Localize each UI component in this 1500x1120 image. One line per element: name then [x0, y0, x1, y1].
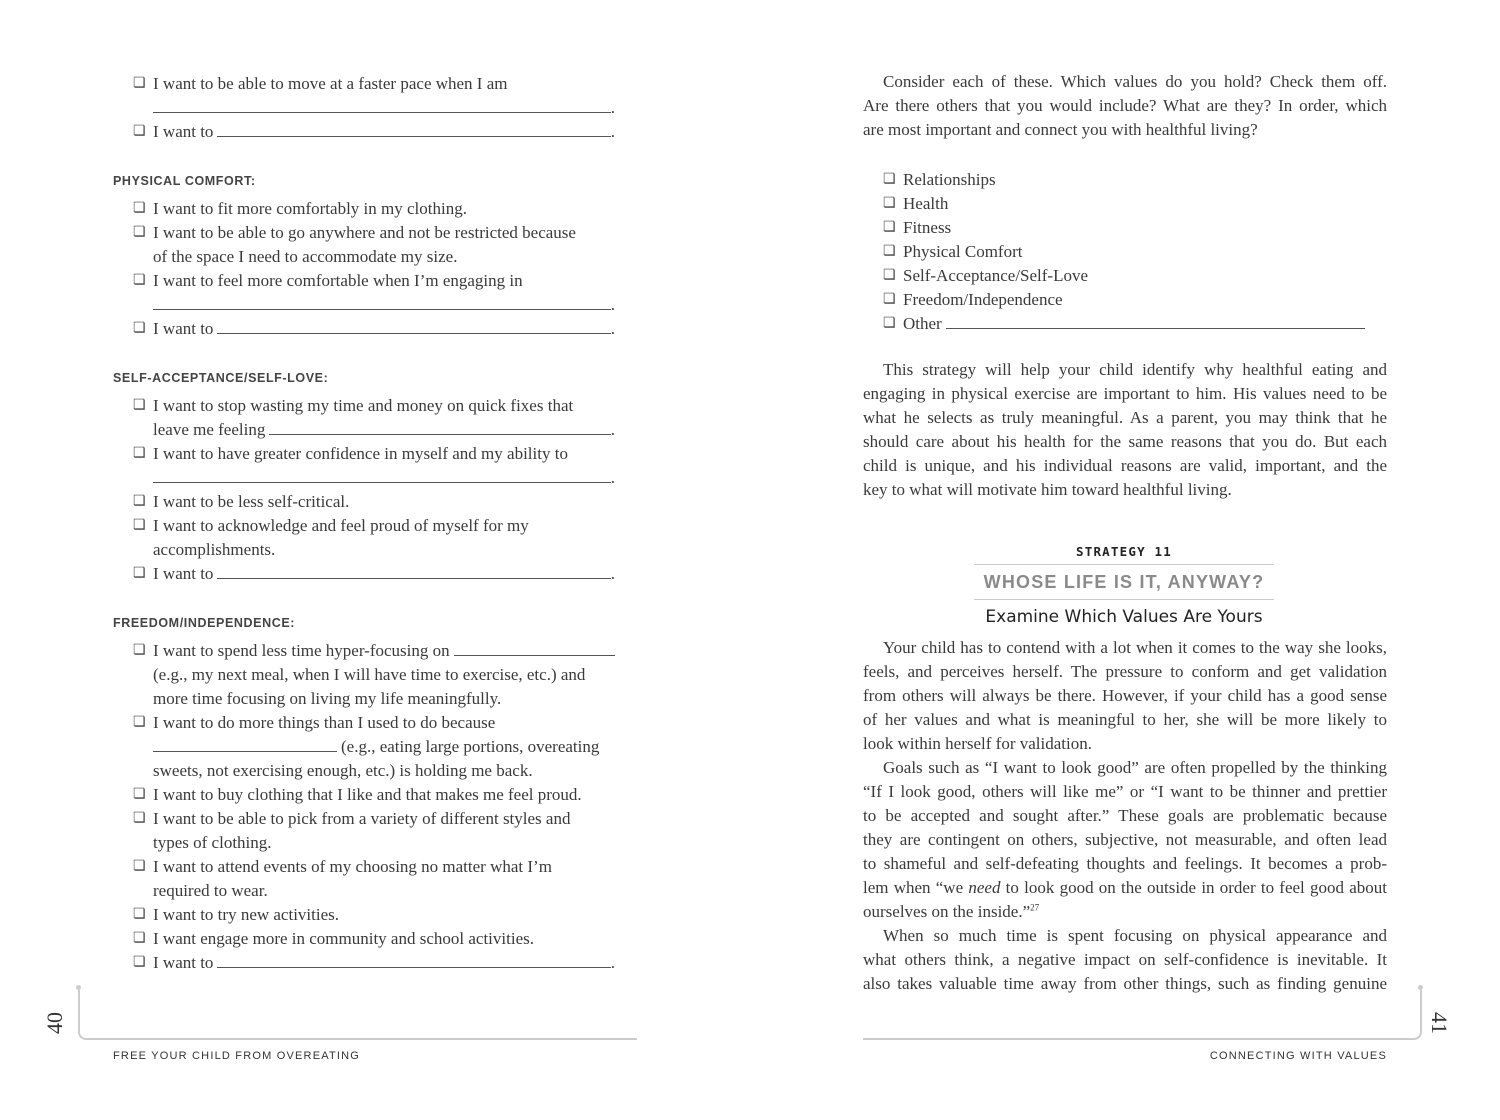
fill-in-blank[interactable] — [217, 318, 610, 334]
checklist-item — [113, 120, 615, 144]
checklist-item — [113, 72, 615, 96]
checkbox-icon[interactable]: ❏ — [883, 268, 896, 283]
fill-in-blank[interactable] — [217, 563, 610, 579]
value-label: Health — [903, 194, 949, 213]
checkbox-icon[interactable]: ❏ — [883, 244, 896, 259]
value-checklist-item — [863, 216, 1387, 240]
checklist-item-continuation — [113, 466, 615, 490]
value-label: Fitness — [903, 218, 952, 237]
checklist-item-continuation — [113, 831, 615, 855]
value-checklist-item — [863, 240, 1387, 264]
paragraph-line: are most important and connect you with healthful living? — [863, 120, 1258, 139]
item-text: I want engage more in community and school activities. — [153, 929, 534, 948]
paragraph-line — [863, 902, 1387, 926]
checklist-item-continuation — [113, 538, 615, 562]
checkbox-icon[interactable]: ❏ — [133, 931, 146, 946]
paragraph-line: what others think, a negative impact on self-confidence is inevitable. It — [863, 950, 1387, 969]
item-text: leave me feeling — [153, 420, 266, 439]
item-text: I want to have greater confidence in myself and my ability to — [153, 444, 568, 463]
item-text: I want to buy clothing that I like and that makes me feel proud. — [153, 785, 582, 804]
fill-in-blank[interactable] — [946, 313, 1365, 329]
paragraph-line: also takes valuable time away from other things, such as finding genuine — [863, 974, 1387, 993]
item-text: I want to — [153, 564, 214, 583]
value-label: Self-Acceptance/Self-Love — [903, 266, 1089, 285]
item-text: (e.g., my next meal, when I will have time to exercise, etc.) and — [153, 665, 586, 684]
checkbox-icon[interactable]: ❏ — [133, 201, 146, 216]
checklist-item — [113, 951, 615, 975]
paragraph-line: When so much time is spent focusing on physical appearance and — [883, 926, 1387, 945]
value-checklist-item — [863, 168, 1387, 192]
item-text: I want to feel more comfortable when I’m engaging in — [153, 271, 523, 290]
paragraph-line: Consider each of these. Which values do you hold? Check them off. — [883, 72, 1387, 91]
checkbox-icon[interactable]: ❏ — [883, 316, 896, 331]
item-text: I want to — [153, 953, 214, 972]
fill-in-blank[interactable] — [217, 952, 610, 968]
strategy-body — [863, 638, 1387, 998]
body-paragraph — [863, 926, 1387, 998]
section-heading: SELF-ACCEPTANCE/SELF-LOVE: — [113, 371, 329, 385]
item-end: . — [610, 319, 615, 338]
fill-in-blank[interactable] — [153, 97, 611, 113]
item-text: I want to be able to go anywhere and not be restricted because — [153, 223, 576, 242]
checklist-item — [113, 394, 615, 418]
item-text: I want to be able to move at a faster pace when I am — [153, 74, 508, 93]
checkbox-icon[interactable]: ❏ — [883, 292, 896, 307]
paragraph-line: engaging in physical exercise are important to him. His values need to be — [863, 384, 1387, 403]
checkbox-icon[interactable]: ❏ — [133, 811, 146, 826]
value-label: Other — [903, 314, 942, 333]
checklist-item — [113, 490, 615, 514]
paragraph-line: Goals such as “I want to look good” are often propelled by the thinking — [883, 758, 1387, 777]
item-text: I want to — [153, 319, 214, 338]
checklist-item — [113, 221, 615, 245]
checkbox-icon[interactable]: ❏ — [883, 172, 896, 187]
item-text: I want to do more things than I used to do because — [153, 713, 496, 732]
item-text: I want to try new activities. — [153, 905, 340, 924]
checklist-item — [113, 903, 615, 927]
item-text: I want to — [153, 122, 214, 141]
item-end: . — [610, 564, 615, 583]
item-end: . — [610, 468, 615, 487]
item-end: . — [610, 420, 615, 439]
right-page-content — [863, 72, 1387, 998]
value-checklist-item — [863, 192, 1387, 216]
body-paragraph — [863, 638, 1387, 758]
checklist-item — [113, 711, 615, 735]
checkbox-icon[interactable]: ❏ — [133, 518, 146, 533]
paragraph-line: look within herself for validation. — [863, 734, 1092, 753]
fill-in-blank[interactable] — [269, 419, 610, 435]
checklist-item — [113, 197, 615, 221]
paragraph-line: to be accepted and sought after.” These goals are problematic because — [863, 806, 1387, 825]
value-checklist-item — [863, 264, 1387, 288]
text-segment: ourselves on the inside.” — [863, 902, 1031, 921]
checklist-item — [113, 783, 615, 807]
fill-in-blank[interactable] — [153, 736, 337, 752]
checkbox-icon[interactable]: ❏ — [133, 398, 146, 413]
value-label: Relationships — [903, 170, 996, 189]
checklist-item-continuation — [113, 735, 615, 759]
checklist-item-continuation — [113, 245, 615, 269]
paragraph-line: they are contingent on others, subjective, not measurable, and often lead — [863, 830, 1387, 849]
running-footer-left: FREE YOUR CHILD FROM OVEREATING — [113, 1050, 361, 1062]
item-text: I want to attend events of my choosing no matter what I’m — [153, 857, 552, 876]
fill-in-blank[interactable] — [153, 294, 611, 310]
paragraph-line: feels, and perceives herself. The pressure to conform and get validation — [863, 662, 1387, 681]
item-text: more time focusing on living my life meaningfully. — [153, 689, 502, 708]
item-text: required to wear. — [153, 881, 268, 900]
item-end: . — [610, 953, 615, 972]
checkbox-icon[interactable]: ❏ — [133, 859, 146, 874]
left-page-content — [113, 72, 615, 975]
text-segment: to look good on the outside in order to feel good about — [1000, 878, 1387, 897]
checkbox-icon[interactable]: ❏ — [133, 124, 146, 139]
checkbox-icon[interactable]: ❏ — [133, 955, 146, 970]
footnote-ref[interactable]: 27 — [1030, 902, 1040, 913]
paragraph-line: Your child has to contend with a lot when it comes to the way she looks, — [883, 638, 1387, 657]
item-text: I want to be less self-critical. — [153, 492, 350, 511]
checklist-item — [113, 927, 615, 951]
fill-in-blank[interactable] — [454, 640, 615, 656]
checkbox-icon[interactable]: ❏ — [133, 273, 146, 288]
checklist-item-continuation — [113, 663, 615, 687]
value-checklist-item — [863, 312, 1387, 336]
section-heading: PHYSICAL COMFORT: — [113, 174, 256, 188]
text-segment: lem when “we — [863, 878, 969, 897]
paragraph-line: should care about his health for the same reasons that you do. But each — [863, 432, 1387, 451]
paragraph-line: of her values and what is meaningful to her, she will be more likely to — [863, 710, 1387, 729]
item-text: I want to stop wasting my time and money on quick fixes that — [153, 396, 574, 415]
right-page-frame — [863, 990, 1422, 1040]
paragraph-line: child is unique, and his individual reasons are valid, important, and the — [863, 456, 1387, 475]
value-label: Physical Comfort — [903, 242, 1023, 261]
checklist-item — [113, 269, 615, 293]
checklist-item — [113, 317, 615, 341]
paragraph-line: Are there others that you would include? What are they? In order, which — [863, 96, 1387, 115]
fill-in-blank[interactable] — [153, 467, 611, 483]
checklist-item — [113, 807, 615, 831]
checklist-item — [113, 639, 615, 663]
emphasis: need — [968, 878, 1001, 897]
item-text: types of clothing. — [153, 833, 272, 852]
checklist-item — [113, 442, 615, 466]
checklist-item-continuation — [113, 293, 615, 317]
checkbox-icon[interactable]: ❏ — [133, 566, 146, 581]
checkbox-icon[interactable]: ❏ — [133, 907, 146, 922]
paragraph-line: “If I look good, others will like me” or “I want to be thinner and prettier — [863, 782, 1387, 801]
body-paragraph — [863, 758, 1387, 926]
item-end: . — [610, 295, 615, 314]
checkbox-icon[interactable]: ❏ — [883, 220, 896, 235]
checkbox-icon[interactable]: ❏ — [883, 196, 896, 211]
left-page-frame — [78, 990, 637, 1040]
item-text: accomplishments. — [153, 540, 276, 559]
checklist-item-continuation — [113, 879, 615, 903]
strategy-subtitle: Examine Which Values Are Yours — [985, 607, 1263, 627]
strategy-label: STRATEGY 11 — [1076, 544, 1172, 559]
checklist-item — [113, 562, 615, 586]
item-text: of the space I need to accommodate my size. — [153, 247, 458, 266]
checkbox-icon[interactable]: ❏ — [133, 446, 146, 461]
page-number-left: 40 — [42, 1012, 67, 1034]
checklist-item — [113, 855, 615, 879]
frame-dot — [76, 985, 81, 990]
fill-in-blank[interactable] — [217, 121, 610, 137]
item-text: sweets, not exercising enough, etc.) is holding me back. — [153, 761, 533, 780]
paragraph-line: what he selects as truly meaningful. As a parent, you may think that he — [863, 408, 1387, 427]
item-text: (e.g., eating large portions, overeating — [341, 737, 600, 756]
item-text: I want to be able to pick from a variety of different styles and — [153, 809, 571, 828]
checkbox-icon[interactable]: ❏ — [133, 787, 146, 802]
checkbox-icon[interactable]: ❏ — [133, 715, 146, 730]
strategy-explanation-paragraph — [863, 360, 1387, 504]
item-text: I want to acknowledge and feel proud of myself for my — [153, 516, 529, 535]
item-end: . — [610, 122, 615, 141]
paragraph-line: This strategy will help your child identify why healthful eating and — [883, 360, 1387, 379]
values-checklist — [863, 168, 1387, 336]
paragraph-line — [863, 878, 1387, 902]
intro-paragraph — [863, 72, 1387, 144]
item-text: I want to fit more comfortably in my clothing. — [153, 199, 467, 218]
checkbox-icon[interactable]: ❏ — [133, 225, 146, 240]
paragraph-line: key to what will motivate him toward healthful living. — [863, 480, 1232, 499]
checkbox-icon[interactable]: ❏ — [133, 76, 146, 91]
item-text: I want to spend less time hyper-focusing on — [153, 641, 450, 660]
strategy-title: WHOSE LIFE IS IT, ANYWAY? — [974, 564, 1274, 600]
checkbox-icon[interactable]: ❏ — [133, 494, 146, 509]
checkbox-icon[interactable]: ❏ — [133, 321, 146, 336]
value-checklist-item — [863, 288, 1387, 312]
paragraph-line: to shameful and self-defeating thoughts and feelings. It becomes a prob- — [863, 854, 1387, 873]
section-heading: FREEDOM/INDEPENDENCE: — [113, 616, 296, 630]
strategy-header — [974, 540, 1274, 634]
checklist-item-continuation — [113, 96, 615, 120]
item-end: . — [610, 98, 615, 117]
checkbox-icon[interactable]: ❏ — [133, 643, 146, 658]
paragraph-line: from others will always be there. However, if your child has a good sense — [863, 686, 1387, 705]
checklist-item — [113, 514, 615, 538]
checklist-item-continuation — [113, 687, 615, 711]
page-number-right: 41 — [1427, 1012, 1452, 1034]
checklist-item-continuation — [113, 759, 615, 783]
checklist-item-continuation — [113, 418, 615, 442]
running-footer-right: CONNECTING WITH VALUES — [1209, 1050, 1387, 1062]
value-label: Freedom/Independence — [903, 290, 1063, 309]
frame-dot — [1418, 985, 1423, 990]
